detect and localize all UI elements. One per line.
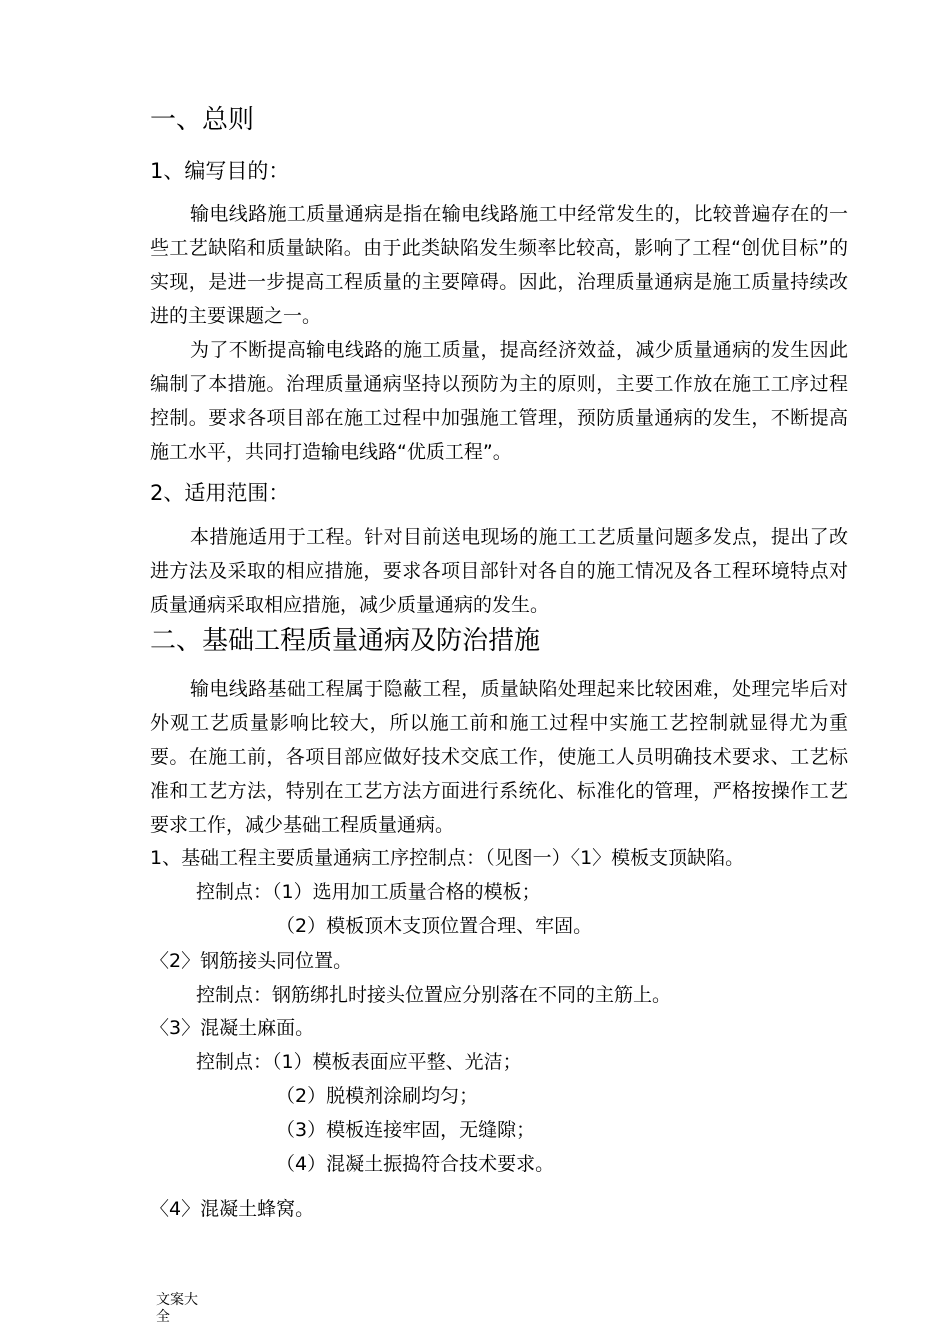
section2-title: 二、基础工程质量通病及防治措施	[150, 626, 541, 656]
item4-heading: 〈4〉混凝土蜂窝。	[150, 1198, 315, 1220]
item3-control-4: （4）混凝土振捣符合技术要求。	[276, 1153, 555, 1175]
section1-sub1-paragraph-1: 输电线路施工质量通病是指在输电线路施工中经常发生的，比较普遍存在的一些工艺缺陷和质量缺陷。由于此类缺陷发生频率比较高，影响了工程“创优目标”的实现，是进一步提高工程质量的主要障碍。因此，治理质量通病是施工质量持续改进的主要课题之一。	[150, 203, 848, 327]
item2-heading: 〈2〉钢筋接头同位置。	[150, 950, 353, 972]
section1-sub1-title: 1、编写目的：	[150, 159, 290, 183]
item3-control-2: （2）脱模剂涂刷均匀；	[276, 1085, 479, 1107]
section1-sub2-title: 2、适用范围：	[150, 481, 290, 505]
item3-control-3: （3）模板连接牢固，无缝隙；	[276, 1119, 536, 1141]
section1-title: 一、总则	[150, 105, 255, 135]
item1-heading: 1、基础工程主要质量通病工序控制点：（见图一）〈1〉模板支顶缺陷。	[150, 847, 745, 869]
item1-control-1: 控制点：（1）选用加工质量合格的模板；	[196, 881, 541, 903]
section1-sub2-paragraph-1: 本措施适用于工程。针对目前送电现场的施工工艺质量问题多发点，提出了改进方法及采取的相应措施，要求各项目部针对各自的施工情况及各工程环境特点对质量通病采取相应措施，减少质量通病的发生。	[150, 526, 848, 616]
page-footer: 文案大全	[156, 1292, 198, 1325]
item3-heading: 〈3〉混凝土麻面。	[150, 1017, 315, 1039]
section1-sub1-paragraph-2: 为了不断提高输电线路的施工质量，提高经济效益，减少质量通病的发生因此编制了本措施。治理质量通病坚持以预防为主的原则，主要工作放在施工工序过程控制。要求各项目部在施工过程中加强施工管理，预防质量通病的发生，不断提高施工水平，共同打造输电线路“优质工程”。	[150, 339, 848, 463]
item1-control-2: （2）模板顶木支顶位置合理、牢固。	[276, 915, 593, 937]
item2-control-1: 控制点：钢筋绑扎时接头位置应分别落在不同的主筋上。	[196, 984, 672, 1006]
item3-control-1: 控制点：（1）模板表面应平整、光洁；	[196, 1051, 522, 1073]
section2-paragraph-1: 输电线路基础工程属于隐蔽工程，质量缺陷处理起来比较困难，处理完毕后对外观工艺质量影响比较大，所以施工前和施工过程中实施工艺控制就显得尤为重要。在施工前，各项目部应做好技术交底工作，使施工人员明确技术要求、工艺标准和工艺方法，特别在工艺方法方面进行系统化、标准化的管理，严格按操作工艺要求工作，减少基础工程质量通病。	[150, 678, 848, 836]
